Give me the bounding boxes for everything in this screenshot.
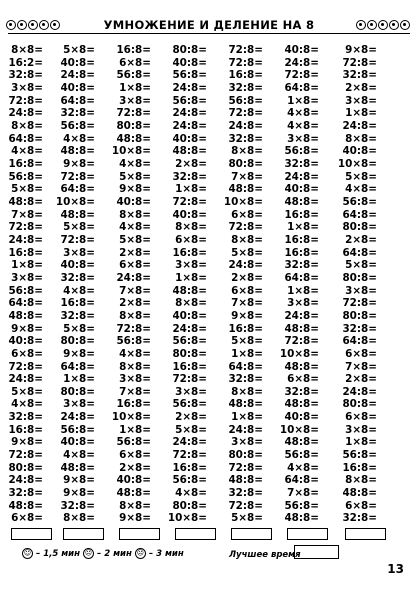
exercise-cell: 80:8=: [8, 461, 43, 474]
exercise-cell: 10×8=: [167, 512, 207, 525]
exercise-cell: 48:8=: [8, 195, 43, 208]
exercise-cell: 9×8=: [63, 157, 95, 170]
exercise-cell: 2×8=: [175, 157, 207, 170]
exercise-cell: 3×8=: [11, 81, 43, 94]
exercise-cell: 40:8=: [172, 208, 207, 221]
exercise-cell: 9×8=: [119, 183, 151, 196]
exercise-cell: 56:8=: [228, 94, 263, 107]
exercise-cell: 72:8=: [342, 56, 377, 69]
exercise-cell: 40:8=: [116, 474, 151, 487]
exercise-cell: 10×8=: [279, 347, 319, 360]
exercise-cell: 2×8=: [119, 246, 151, 259]
exercise-cell: 64:8=: [8, 132, 43, 145]
exercise-cell: 64:8=: [284, 271, 319, 284]
exercise-cell: 10×8=: [55, 195, 95, 208]
exercise-cell: 48:8=: [284, 398, 319, 411]
exercise-cell: 8×8=: [345, 132, 377, 145]
exercise-cell: 48:8=: [284, 512, 319, 525]
exercise-cell: 4×8=: [119, 347, 151, 360]
exercise-cell: 56:8=: [172, 94, 207, 107]
exercise-cell: 72:8=: [116, 107, 151, 120]
exercise-cell: 64:8=: [60, 360, 95, 373]
exercise-cell: 72:8=: [228, 221, 263, 234]
exercise-cell: 10×8=: [111, 145, 151, 158]
exercise-cell: 10×8=: [223, 195, 263, 208]
exercise-cell: 1×8=: [175, 271, 207, 284]
exercise-cell: 1×8=: [287, 221, 319, 234]
exercise-cell: 32:8=: [228, 373, 263, 386]
exercise-cell: 32:8=: [8, 487, 43, 500]
exercise-cell: 1×8=: [287, 94, 319, 107]
exercise-cell: 10×8=: [279, 423, 319, 436]
exercise-cell: 72:8=: [60, 170, 95, 183]
exercise-cell: 72:8=: [228, 107, 263, 120]
exercise-cell: 16:8=: [284, 208, 319, 221]
exercise-cell: 9×8=: [11, 322, 43, 335]
exercise-cell: 16:2=: [8, 56, 43, 69]
exercise-cell: 64:8=: [284, 81, 319, 94]
exercise-cell: 24:8=: [172, 322, 207, 335]
time-box[interactable]: [175, 528, 216, 540]
exercise-cell: 6×8=: [345, 499, 377, 512]
exercise-cell: 8×8=: [175, 221, 207, 234]
exercise-cell: 80:8=: [172, 347, 207, 360]
exercise-cell: 4×8=: [287, 119, 319, 132]
exercise-cell: 56:8=: [342, 449, 377, 462]
exercise-cell: 56:8=: [284, 499, 319, 512]
exercise-cell: 64:8=: [8, 297, 43, 310]
exercise-cell: 8×8=: [11, 119, 43, 132]
exercise-cell: 7×8=: [345, 360, 377, 373]
exercise-cell: 8×8=: [119, 208, 151, 221]
exercise-cell: 5×8=: [231, 246, 263, 259]
exercise-cell: 48:8=: [172, 284, 207, 297]
exercise-cell: 3×8=: [175, 259, 207, 272]
exercise-cell: 48:8=: [172, 145, 207, 158]
smile-face-icon: ☺: [23, 549, 32, 557]
exercise-cell: 80:8=: [172, 499, 207, 512]
exercise-cell: 80:8=: [342, 309, 377, 322]
exercise-cell: 32:8=: [228, 81, 263, 94]
exercise-cell: 2×8=: [345, 373, 377, 386]
time-box[interactable]: [119, 528, 160, 540]
exercise-cell: 8×8=: [63, 512, 95, 525]
exercise-cell: 4×8=: [11, 145, 43, 158]
exercise-cell: 32:8=: [60, 309, 95, 322]
exercise-cell: 7×8=: [119, 385, 151, 398]
exercise-cell: 8×8=: [231, 145, 263, 158]
exercise-cell: 5×8=: [63, 221, 95, 234]
exercise-cell: 3×8=: [63, 398, 95, 411]
exercise-cell: 2×8=: [345, 81, 377, 94]
exercise-cell: 8×8=: [231, 385, 263, 398]
exercise-cell: 64:8=: [284, 474, 319, 487]
exercise-cell: 3×8=: [175, 385, 207, 398]
sad-face-icon: ☹: [136, 549, 145, 557]
exercise-cell: 48:8=: [284, 436, 319, 449]
exercise-cell: 32:8=: [172, 170, 207, 183]
exercise-cell: 24:8=: [60, 411, 95, 424]
exercise-cell: 6×8=: [119, 56, 151, 69]
exercise-cell: 1×8=: [175, 183, 207, 196]
exercise-cell: 24:8=: [172, 107, 207, 120]
exercise-cell: 56:8=: [116, 436, 151, 449]
exercise-cell: 6×8=: [231, 208, 263, 221]
exercise-cell: 80:8=: [172, 44, 207, 56]
exercise-cell: 5×8=: [63, 44, 95, 56]
exercise-cell: 3×8=: [231, 436, 263, 449]
exercise-cell: 32:8=: [228, 487, 263, 500]
exercise-cell: 4×8=: [63, 449, 95, 462]
time-box[interactable]: [63, 528, 104, 540]
exercise-cell: 3×8=: [119, 94, 151, 107]
exercise-cell: 1×8=: [345, 436, 377, 449]
exercise-cell: 4×8=: [287, 461, 319, 474]
timing-label: – 1,5 мин: [36, 548, 81, 559]
exercise-cell: 24:8=: [8, 107, 43, 120]
exercise-cell: 72:8=: [172, 449, 207, 462]
exercise-cell: 16:8=: [172, 246, 207, 259]
exercise-cell: 48:8=: [284, 360, 319, 373]
exercise-cell: 24:8=: [172, 119, 207, 132]
best-time-box[interactable]: [294, 545, 339, 559]
page-title: УМНОЖЕНИЕ И ДЕЛЕНИЕ НА 8: [103, 18, 315, 32]
exercise-cell: 56:8=: [284, 449, 319, 462]
exercise-cell: 3×8=: [345, 284, 377, 297]
exercise-cell: 24:8=: [342, 385, 377, 398]
exercise-cell: 4×8=: [63, 284, 95, 297]
exercise-cell: 24:8=: [284, 309, 319, 322]
exercise-cell: 10×8=: [337, 157, 377, 170]
exercise-cell: 16:8=: [8, 157, 43, 170]
exercise-cell: 7×8=: [231, 297, 263, 310]
exercise-cell: 32:8=: [8, 69, 43, 82]
exercise-cell: 32:8=: [60, 271, 95, 284]
exercise-cell: 80:8=: [60, 335, 95, 348]
exercise-cell: 5×8=: [231, 335, 263, 348]
exercise-cell: 72:8=: [228, 499, 263, 512]
exercise-cell: 7×8=: [11, 208, 43, 221]
exercise-cell: 72:8=: [228, 56, 263, 69]
time-box[interactable]: [231, 528, 272, 540]
exercise-cell: 24:8=: [60, 69, 95, 82]
exercise-cell: 4×8=: [119, 157, 151, 170]
exercise-cell: 56:8=: [172, 335, 207, 348]
exercise-cell: 56:8=: [342, 195, 377, 208]
neutral-face-icon: ☹: [84, 549, 93, 557]
exercise-cell: 16:8=: [228, 322, 263, 335]
exercise-cell: 4×8=: [11, 398, 43, 411]
exercise-cell: 56:8=: [8, 170, 43, 183]
best-time-label: Лучшее время: [229, 550, 301, 560]
exercise-cell: 24:8=: [228, 119, 263, 132]
exercise-cell: 9×8=: [119, 512, 151, 525]
exercise-cell: 24:8=: [172, 81, 207, 94]
exercise-cell: 40:8=: [60, 436, 95, 449]
exercise-cell: 2×8=: [345, 233, 377, 246]
exercise-cell: 8×8=: [11, 44, 43, 56]
exercise-cell: 56:8=: [116, 69, 151, 82]
exercise-cell: 3×8=: [345, 423, 377, 436]
exercise-cell: 24:8=: [228, 423, 263, 436]
exercise-cell: 6×8=: [345, 411, 377, 424]
exercise-cell: 32:8=: [342, 322, 377, 335]
exercise-cell: 1×8=: [63, 373, 95, 386]
exercise-cell: 16:8=: [284, 246, 319, 259]
exercise-cell: 16:8=: [228, 69, 263, 82]
exercise-cell: 40:8=: [284, 44, 319, 56]
exercise-cell: 16:8=: [342, 461, 377, 474]
exercise-cell: 72:8=: [228, 461, 263, 474]
timing-label: – 3 мин: [148, 548, 184, 559]
exercise-cell: 48:8=: [228, 183, 263, 196]
exercise-cell: 56:8=: [172, 474, 207, 487]
exercise-cell: 40:8=: [284, 183, 319, 196]
exercise-cell: 40:8=: [172, 309, 207, 322]
exercise-cell: 56:8=: [284, 145, 319, 158]
exercise-cell: 40:8=: [60, 56, 95, 69]
exercise-cell: 4×8=: [63, 132, 95, 145]
exercise-cell: 48:8=: [342, 487, 377, 500]
exercise-cell: 48:8=: [8, 309, 43, 322]
exercise-cell: 6×8=: [119, 259, 151, 272]
exercise-cell: 48:8=: [60, 145, 95, 158]
exercise-cell: 72:8=: [8, 360, 43, 373]
exercise-cell: 9×8=: [63, 474, 95, 487]
exercise-cell: 3×8=: [63, 246, 95, 259]
exercise-cell: 64:8=: [60, 94, 95, 107]
exercise-cell: 24:8=: [8, 474, 43, 487]
exercise-cell: 16:8=: [60, 297, 95, 310]
exercise-cell: 8×8=: [345, 474, 377, 487]
exercise-cell: 16:8=: [116, 44, 151, 56]
exercise-cell: 48:8=: [60, 461, 95, 474]
exercise-cell: 56:8=: [172, 69, 207, 82]
exercise-cell: 2×8=: [119, 461, 151, 474]
exercise-cell: 48:8=: [228, 398, 263, 411]
exercise-cell: 7×8=: [119, 284, 151, 297]
exercise-cell: 32:8=: [8, 411, 43, 424]
exercise-cell: 6×8=: [11, 512, 43, 525]
exercise-cell: 9×8=: [63, 487, 95, 500]
exercise-cell: 80:8=: [342, 398, 377, 411]
exercise-cell: 6×8=: [175, 233, 207, 246]
exercise-cell: 40:8=: [342, 145, 377, 158]
timing-label: – 2 мин: [97, 548, 132, 559]
exercise-cell: 32:8=: [342, 512, 377, 525]
exercise-cell: 5×8=: [11, 385, 43, 398]
time-box[interactable]: [345, 528, 386, 540]
exercise-cell: 48:8=: [228, 474, 263, 487]
exercise-cell: 1×8=: [345, 107, 377, 120]
exercise-cell: 72:8=: [342, 297, 377, 310]
exercise-cell: 48:8=: [284, 322, 319, 335]
exercise-cell: 32:8=: [342, 69, 377, 82]
exercise-cell: 72:8=: [228, 44, 263, 56]
exercise-cell: 32:8=: [228, 132, 263, 145]
exercise-cell: 3×8=: [11, 271, 43, 284]
exercise-cell: 64:8=: [60, 183, 95, 196]
exercise-cell: 24:8=: [284, 170, 319, 183]
exercise-cell: 56:8=: [116, 335, 151, 348]
exercise-cell: 16:8=: [172, 360, 207, 373]
exercise-cell: 6×8=: [231, 284, 263, 297]
exercise-cell: 9×8=: [345, 44, 377, 56]
exercise-cell: 64:8=: [342, 335, 377, 348]
exercise-cell: 24:8=: [228, 259, 263, 272]
exercise-cell: 9×8=: [231, 309, 263, 322]
exercise-cell: 1×8=: [119, 81, 151, 94]
exercise-cell: 3×8=: [287, 297, 319, 310]
exercise-cell: 4×8=: [345, 183, 377, 196]
exercise-cell: 48:8=: [60, 208, 95, 221]
exercise-cell: 16:8=: [172, 461, 207, 474]
time-box[interactable]: [11, 528, 52, 540]
exercise-cell: 72:8=: [172, 195, 207, 208]
exercise-cell: 24:8=: [116, 271, 151, 284]
exercise-cell: 8×8=: [119, 499, 151, 512]
exercise-cell: 5×8=: [11, 183, 43, 196]
exercise-cell: 48:8=: [8, 499, 43, 512]
exercise-cell: 24:8=: [342, 119, 377, 132]
exercise-cell: 24:8=: [8, 233, 43, 246]
exercise-cell: 24:8=: [172, 436, 207, 449]
exercise-cell: 40:8=: [60, 259, 95, 272]
exercise-cell: 72:8=: [8, 449, 43, 462]
exercise-cell: 7×8=: [231, 170, 263, 183]
exercise-cell: 4×8=: [175, 487, 207, 500]
exercise-cell: 56:8=: [172, 398, 207, 411]
exercise-cell: 72:8=: [116, 322, 151, 335]
exercise-cell: 72:8=: [60, 233, 95, 246]
exercise-cell: 48:8=: [116, 487, 151, 500]
exercise-cell: 80:8=: [342, 221, 377, 234]
exercise-cell: 6×8=: [345, 347, 377, 360]
exercise-cell: 4×8=: [287, 107, 319, 120]
exercise-cell: 8×8=: [119, 309, 151, 322]
exercise-cell: 32:8=: [284, 157, 319, 170]
exercise-cell: 8×8=: [231, 233, 263, 246]
exercise-cell: 80:8=: [228, 157, 263, 170]
exercise-cell: 2×8=: [119, 297, 151, 310]
exercise-cell: 3×8=: [119, 373, 151, 386]
exercise-cell: 72:8=: [172, 373, 207, 386]
exercise-cell: 7×8=: [287, 487, 319, 500]
exercise-cell: 8×8=: [119, 360, 151, 373]
exercise-cell: 80:8=: [116, 119, 151, 132]
exercise-cell: 48:8=: [116, 132, 151, 145]
exercise-cell: 32:8=: [60, 107, 95, 120]
exercise-cell: 48:8=: [284, 195, 319, 208]
exercise-cell: 56:8=: [8, 284, 43, 297]
exercise-cell: 10×8=: [111, 411, 151, 424]
exercise-cell: 3×8=: [287, 132, 319, 145]
exercise-cell: 9×8=: [11, 436, 43, 449]
exercise-cell: 1×8=: [231, 347, 263, 360]
exercise-cell: 72:8=: [284, 69, 319, 82]
exercise-cell: 64:8=: [342, 246, 377, 259]
exercise-cell: 40:8=: [8, 335, 43, 348]
exercise-cell: 40:8=: [284, 411, 319, 424]
exercise-cell: 72:8=: [8, 221, 43, 234]
exercise-cell: 64:8=: [228, 360, 263, 373]
exercise-cell: 1×8=: [119, 423, 151, 436]
exercise-cell: 9×8=: [63, 347, 95, 360]
exercise-cell: 1×8=: [11, 259, 43, 272]
exercise-cell: 80:8=: [342, 271, 377, 284]
exercise-cell: 3×8=: [345, 94, 377, 107]
exercise-cell: 16:8=: [8, 246, 43, 259]
exercise-cell: 40:8=: [116, 195, 151, 208]
exercise-cell: 4×8=: [119, 221, 151, 234]
exercise-cell: 8×8=: [175, 297, 207, 310]
exercise-cell: 2×8=: [231, 271, 263, 284]
exercise-cell: 32:8=: [60, 499, 95, 512]
exercise-cell: 56:8=: [60, 423, 95, 436]
exercise-cell: 16:8=: [8, 423, 43, 436]
page-number: 13: [387, 562, 404, 576]
exercise-cell: 32:8=: [284, 259, 319, 272]
exercise-cell: 5×8=: [119, 233, 151, 246]
exercise-cell: 40:8=: [172, 56, 207, 69]
exercise-cell: 5×8=: [119, 170, 151, 183]
exercise-cell: 56:8=: [60, 119, 95, 132]
exercise-cell: 24:8=: [284, 56, 319, 69]
exercise-cell: 64:8=: [342, 208, 377, 221]
exercise-cell: 6×8=: [287, 373, 319, 386]
exercise-cell: 5×8=: [345, 170, 377, 183]
exercise-cell: 1×8=: [231, 411, 263, 424]
timing-legend: [22, 548, 184, 559]
exercise-cell: 6×8=: [11, 347, 43, 360]
exercise-cell: 24:8=: [8, 373, 43, 386]
exercise-cell: 80:8=: [60, 385, 95, 398]
exercise-cell: 72:8=: [8, 94, 43, 107]
exercise-cell: 5×8=: [175, 423, 207, 436]
exercise-cell: 5×8=: [345, 259, 377, 272]
time-box[interactable]: [287, 528, 328, 540]
exercise-cell: 2×8=: [175, 411, 207, 424]
exercise-cell: 5×8=: [63, 322, 95, 335]
exercise-cell: 72:8=: [284, 335, 319, 348]
exercise-cell: 16:8=: [116, 398, 151, 411]
exercise-cell: 16:8=: [284, 233, 319, 246]
exercise-cell: 80:8=: [228, 449, 263, 462]
exercise-cell: 40:8=: [172, 132, 207, 145]
exercise-cell: 5×8=: [231, 512, 263, 525]
exercise-cell: 1×8=: [287, 284, 319, 297]
exercise-cell: 6×8=: [119, 449, 151, 462]
exercise-cell: 40:8=: [60, 81, 95, 94]
exercise-cell: 32:8=: [284, 385, 319, 398]
